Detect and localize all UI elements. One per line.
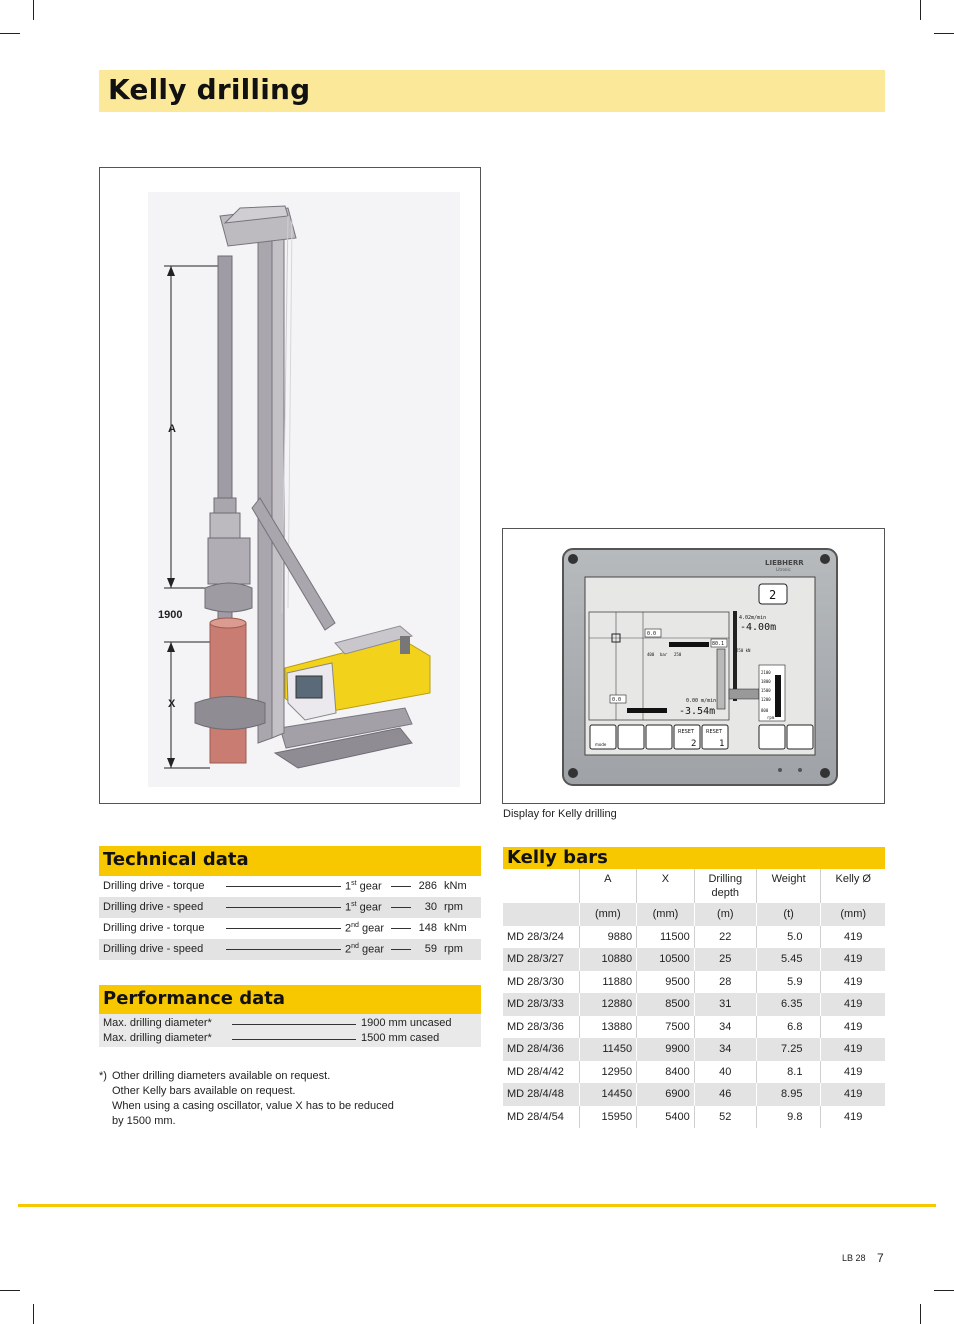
control-display bbox=[503, 529, 884, 803]
value-box-2: 0.0 bbox=[612, 697, 622, 703]
crop-mark bbox=[33, 1304, 34, 1324]
gear-value: 1st gear bbox=[345, 880, 382, 893]
scale-label: bar bbox=[660, 652, 668, 657]
softkey-reset-1-value: 2 bbox=[691, 739, 697, 749]
page-number: 7 bbox=[877, 1251, 884, 1265]
table-cell: 10500 bbox=[637, 948, 695, 971]
row-unit: rpm bbox=[444, 901, 463, 913]
kelly-bar-type: MD 28/3/24 bbox=[503, 926, 579, 949]
table-row bbox=[503, 971, 885, 994]
row-label: Max. drilling diameter* bbox=[103, 1017, 212, 1029]
table-cell: 12880 bbox=[579, 993, 637, 1016]
unit-cell bbox=[503, 903, 579, 926]
technical-data-heading-band bbox=[99, 846, 481, 876]
softkey-mode-label: mode bbox=[595, 742, 607, 747]
table-cell: 46 bbox=[694, 1083, 756, 1106]
header-cell: Weight bbox=[756, 869, 821, 903]
leader-line bbox=[226, 907, 341, 908]
performance-data-table bbox=[99, 1014, 481, 1047]
table-cell: 5400 bbox=[637, 1106, 695, 1129]
table-row bbox=[503, 1083, 885, 1106]
table-cell: 12950 bbox=[579, 1061, 637, 1084]
footnote-line: by 1500 mm. bbox=[112, 1115, 176, 1127]
rpm-tick: 1500 bbox=[761, 688, 771, 693]
gear-value: 2nd gear bbox=[345, 922, 385, 935]
row-unit: kNm bbox=[444, 880, 467, 892]
rpm-bar bbox=[775, 675, 781, 717]
row-unit: rpm bbox=[444, 943, 463, 955]
footnote-line: Other Kelly bars available on request. bbox=[112, 1085, 296, 1097]
depth-readout: -4.00m bbox=[740, 622, 777, 633]
table-cell: 11500 bbox=[637, 926, 695, 949]
leader-line bbox=[232, 1039, 356, 1040]
softkey-row[interactable] bbox=[590, 725, 813, 749]
title-band bbox=[99, 70, 885, 112]
document-id: LB 28 bbox=[842, 1253, 866, 1263]
kelly-bar-type: MD 28/4/54 bbox=[503, 1106, 579, 1129]
kelly-bars-heading-band bbox=[503, 847, 885, 869]
depth-bar bbox=[733, 611, 737, 701]
rpm-unit: rpm bbox=[767, 715, 775, 720]
scale-label: 250 bbox=[674, 652, 682, 657]
kelly-bar-type: MD 28/3/27 bbox=[503, 948, 579, 971]
kelly-bars-table bbox=[503, 869, 885, 1128]
row-label: Max. drilling diameter* bbox=[103, 1032, 212, 1044]
table-cell: 419 bbox=[821, 1038, 885, 1061]
row-label: Drilling drive - torque bbox=[103, 880, 205, 892]
crop-mark bbox=[934, 1290, 954, 1291]
table-cell: 34 bbox=[694, 1016, 756, 1039]
table-cell: 52 bbox=[694, 1106, 756, 1129]
performance-data-row bbox=[103, 1032, 481, 1047]
table-cell: 22 bbox=[694, 926, 756, 949]
rpm-tick: 1200 bbox=[761, 697, 771, 702]
table-cell: 419 bbox=[821, 948, 885, 971]
kelly-bars-heading: Kelly bars bbox=[507, 847, 608, 868]
mast-icon bbox=[717, 649, 725, 709]
crop-mark bbox=[33, 0, 34, 20]
table-cell: 9.8 bbox=[756, 1106, 821, 1129]
technical-data-row bbox=[99, 918, 481, 939]
screw-icon bbox=[820, 768, 830, 778]
crop-mark bbox=[920, 1304, 921, 1324]
crop-mark bbox=[0, 33, 20, 34]
table-row bbox=[503, 1038, 885, 1061]
crowd-bar bbox=[627, 708, 667, 713]
table-cell: 6.8 bbox=[756, 1016, 821, 1039]
softkey-reset-2-label: RESET bbox=[706, 729, 723, 735]
table-cell: 14450 bbox=[579, 1083, 637, 1106]
kelly-bar-type: MD 28/4/42 bbox=[503, 1061, 579, 1084]
technical-data-heading: Technical data bbox=[103, 849, 249, 870]
softkey-list[interactable] bbox=[646, 725, 672, 749]
footnote-text bbox=[112, 1069, 472, 1129]
kelly-bar-type: MD 28/4/36 bbox=[503, 1038, 579, 1061]
table-cell: 25 bbox=[694, 948, 756, 971]
dimension-label-x: X bbox=[168, 698, 176, 710]
display-figure bbox=[502, 528, 885, 804]
table-cell: 419 bbox=[821, 1061, 885, 1084]
table-cell: 31 bbox=[694, 993, 756, 1016]
performance-data-heading-band bbox=[99, 985, 481, 1014]
rig-illustration bbox=[100, 168, 480, 803]
technical-data-table bbox=[99, 876, 481, 960]
row-label: Drilling drive - speed bbox=[103, 901, 204, 913]
indicator-led bbox=[778, 768, 782, 772]
crop-mark bbox=[920, 0, 921, 20]
pressure-bar bbox=[669, 642, 709, 647]
page-title: Kelly drilling bbox=[108, 73, 311, 106]
display-caption: Display for Kelly drilling bbox=[503, 808, 617, 820]
softkey-reset-1-label: RESET bbox=[678, 729, 695, 735]
indicator-led bbox=[798, 768, 802, 772]
kelly-bar-type: MD 28/4/48 bbox=[503, 1083, 579, 1106]
table-cell: 419 bbox=[821, 1106, 885, 1129]
row-value: 1500 mm cased bbox=[361, 1032, 440, 1044]
footnote-line: Other drilling diameters available on request. bbox=[112, 1070, 331, 1082]
performance-data-heading: Performance data bbox=[103, 988, 285, 1009]
table-row bbox=[503, 1061, 885, 1084]
screw-icon bbox=[568, 554, 578, 564]
performance-data-row bbox=[103, 1017, 481, 1032]
header-cell: A bbox=[579, 869, 637, 903]
dimension-label-a: A bbox=[168, 423, 176, 435]
value-box-3: 80.1 bbox=[712, 641, 725, 647]
table-cell: 10880 bbox=[579, 948, 637, 971]
table-cell: 9880 bbox=[579, 926, 637, 949]
table-row bbox=[503, 948, 885, 971]
table-cell: 419 bbox=[821, 1016, 885, 1039]
row-label: Drilling drive - torque bbox=[103, 922, 205, 934]
footer-rule bbox=[18, 1204, 936, 1207]
carrier-icon bbox=[729, 689, 759, 699]
table-row bbox=[503, 993, 885, 1016]
unit-cell: (t) bbox=[756, 903, 821, 926]
table-cell: 13880 bbox=[579, 1016, 637, 1039]
table-cell: 7.25 bbox=[756, 1038, 821, 1061]
table-cell: 419 bbox=[821, 993, 885, 1016]
table-cell: 11450 bbox=[579, 1038, 637, 1061]
gear-value: 2nd gear bbox=[345, 943, 385, 956]
crop-mark bbox=[934, 33, 954, 34]
value-box-1: 0.0 bbox=[647, 631, 657, 637]
table-cell: 5.45 bbox=[756, 948, 821, 971]
table-row bbox=[503, 1106, 885, 1129]
table-cell: 5.0 bbox=[756, 926, 821, 949]
row-value: 30 bbox=[424, 901, 437, 913]
kelly-bar-type: MD 28/3/33 bbox=[503, 993, 579, 1016]
display-brand-sub: Litronic bbox=[776, 567, 791, 572]
table-cell: 8500 bbox=[637, 993, 695, 1016]
crop-mark bbox=[0, 1290, 20, 1291]
technical-data-row bbox=[99, 876, 481, 897]
header-cell: Kelly Ø bbox=[821, 869, 885, 903]
table-cell: 419 bbox=[821, 971, 885, 994]
table-row bbox=[503, 926, 885, 949]
scale-label: 250 kN bbox=[736, 648, 751, 653]
table-cell: 28 bbox=[694, 971, 756, 994]
row-label: Drilling drive - speed bbox=[103, 943, 204, 955]
header-cell: Drilling depth bbox=[694, 869, 756, 903]
row-value: 1900 mm uncased bbox=[361, 1017, 452, 1029]
softkey-function[interactable] bbox=[787, 725, 813, 749]
leader-line bbox=[232, 1024, 356, 1025]
leader-line bbox=[226, 949, 341, 950]
screw-icon bbox=[568, 768, 578, 778]
rpm-tick: 800 bbox=[761, 708, 769, 713]
screw-icon bbox=[820, 554, 830, 564]
table-cell: 419 bbox=[821, 926, 885, 949]
leader-line bbox=[226, 886, 341, 887]
table-cell: 8.1 bbox=[756, 1061, 821, 1084]
speed-readout: 4.02m/min bbox=[739, 615, 767, 621]
gear-indicator-value: 2 bbox=[769, 588, 777, 602]
table-cell: 6.35 bbox=[756, 993, 821, 1016]
header-cell bbox=[503, 869, 579, 903]
table-cell: 40 bbox=[694, 1061, 756, 1084]
table-cell: 7500 bbox=[637, 1016, 695, 1039]
kelly-bar-type: MD 28/3/30 bbox=[503, 971, 579, 994]
scale-label: 400 bbox=[647, 652, 655, 657]
row-value: 286 bbox=[418, 880, 437, 892]
table-cell: 11880 bbox=[579, 971, 637, 994]
rpm-tick: 2100 bbox=[761, 670, 771, 675]
display-brand: LIEBHERR bbox=[765, 559, 804, 567]
rpm-tick: 1800 bbox=[761, 679, 771, 684]
table-cell: 15950 bbox=[579, 1106, 637, 1129]
table-units-row bbox=[503, 903, 885, 926]
table-cell: 8.95 bbox=[756, 1083, 821, 1106]
row-value: 59 bbox=[424, 943, 437, 955]
header-cell: X bbox=[637, 869, 695, 903]
table-cell: 9900 bbox=[637, 1038, 695, 1061]
softkey-rotate[interactable] bbox=[759, 725, 785, 749]
table-header-row bbox=[503, 869, 885, 903]
table-cell: 9500 bbox=[637, 971, 695, 994]
table-cell: 8400 bbox=[637, 1061, 695, 1084]
unit-cell: (m) bbox=[694, 903, 756, 926]
unit-cell: (mm) bbox=[637, 903, 695, 926]
footnote-line: When using a casing oscillator, value X has to be reduced bbox=[112, 1100, 394, 1112]
gear-value: 1st gear bbox=[345, 901, 382, 914]
softkey-tool[interactable] bbox=[618, 725, 644, 749]
footnote-marker: *) bbox=[99, 1070, 107, 1082]
dimension-label-1900: 1900 bbox=[158, 609, 183, 621]
softkey-reset-2-value: 1 bbox=[719, 739, 725, 749]
row-unit: kNm bbox=[444, 922, 467, 934]
table-cell: 5.9 bbox=[756, 971, 821, 994]
speed-readout-small: 0.00 m/min bbox=[686, 698, 717, 704]
unit-cell: (mm) bbox=[821, 903, 885, 926]
table-cell: 6900 bbox=[637, 1083, 695, 1106]
row-value: 148 bbox=[418, 922, 437, 934]
technical-data-row bbox=[99, 897, 481, 918]
table-cell: 34 bbox=[694, 1038, 756, 1061]
rig-figure bbox=[99, 167, 481, 804]
table-cell: 419 bbox=[821, 1083, 885, 1106]
drill-depth-readout: -3.54m bbox=[679, 706, 716, 717]
table-row bbox=[503, 1016, 885, 1039]
unit-cell: (mm) bbox=[579, 903, 637, 926]
rotary-drive bbox=[205, 538, 252, 612]
kelly-bar-type: MD 28/3/36 bbox=[503, 1016, 579, 1039]
leader-line bbox=[226, 928, 341, 929]
technical-data-row bbox=[99, 939, 481, 960]
